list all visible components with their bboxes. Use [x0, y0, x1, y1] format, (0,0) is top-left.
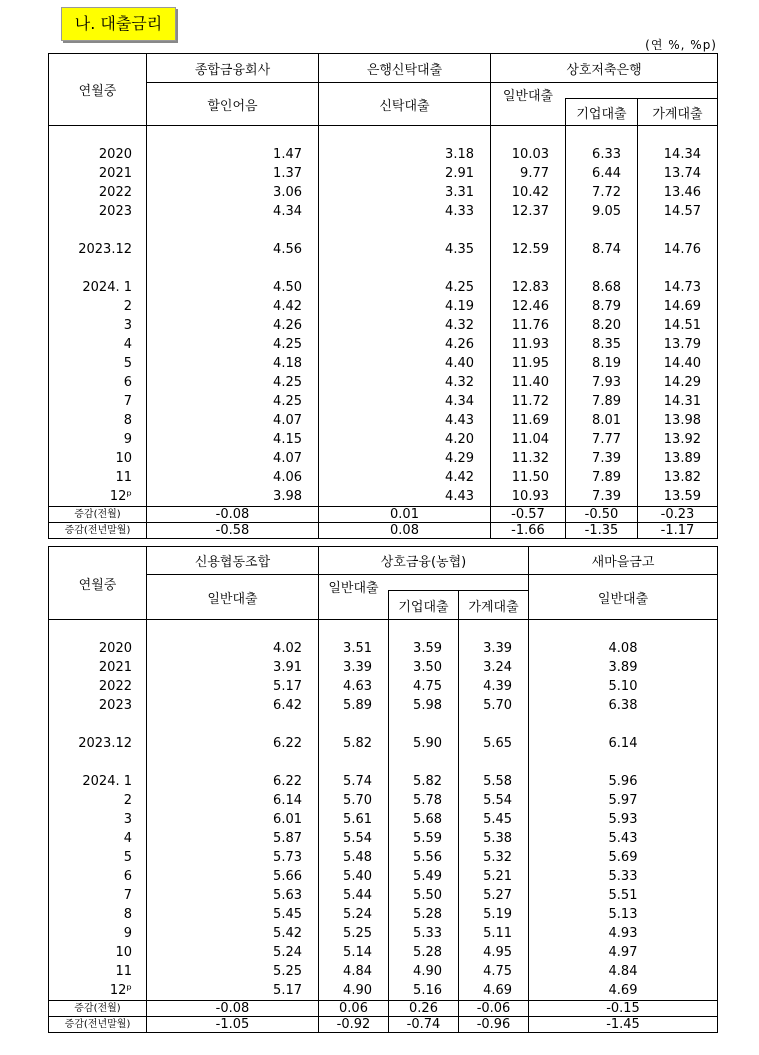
rate-cell: 6.33: [566, 145, 638, 164]
row-period-label: 12ᵖ: [49, 487, 147, 507]
rate-cell: 11.04: [491, 430, 566, 449]
rate-cell: 4.06: [147, 468, 319, 487]
rate-cell: 4.69: [529, 981, 718, 1001]
row-period-label: 2021: [49, 658, 147, 677]
row-period-label: 5: [49, 354, 147, 373]
rate-cell: 4.26: [319, 335, 491, 354]
rate-cell: 5.66: [147, 867, 319, 886]
rate-cell: 3.31: [319, 183, 491, 202]
rate-cell: 13.79: [638, 335, 718, 354]
loan-rate-table-2: [48, 546, 718, 1033]
row-period-label: 10: [49, 943, 147, 962]
section-title: 나. 대출금리: [61, 7, 176, 41]
change-label: 증감(전월): [49, 1001, 147, 1017]
rate-cell: 13.59: [638, 487, 718, 507]
table-row: [49, 867, 718, 886]
row-period-label: 2024. 1: [49, 772, 147, 791]
rate-cell: 7.89: [566, 392, 638, 411]
rate-cell: 5.69: [529, 848, 718, 867]
change-row: [49, 523, 718, 539]
change-row: [49, 1001, 718, 1017]
rate-cell: 5.59: [389, 829, 459, 848]
table-row: [49, 183, 718, 202]
rate-cell: 4.39: [459, 677, 529, 696]
rate-cell: 5.63: [147, 886, 319, 905]
rate-cell: 7.89: [566, 468, 638, 487]
row-period-label: 11: [49, 468, 147, 487]
rate-cell: 14.69: [638, 297, 718, 316]
row-period-label: 8: [49, 411, 147, 430]
header-period: 연월중: [49, 54, 147, 126]
rate-cell: 5.70: [459, 696, 529, 715]
header-savings-bank: 상호저축은행: [491, 54, 718, 83]
table-row: [49, 810, 718, 829]
rate-cell: 5.32: [459, 848, 529, 867]
rate-cell: 11.76: [491, 316, 566, 335]
change-label: 증감(전월): [49, 507, 147, 523]
rate-cell: 4.97: [529, 943, 718, 962]
rate-cell: 5.58: [459, 772, 529, 791]
rate-cell: 9.05: [566, 202, 638, 221]
rate-cell: 3.91: [147, 658, 319, 677]
rate-cell: 2.91: [319, 164, 491, 183]
rate-cell: 5.17: [147, 981, 319, 1001]
change-row: [49, 1017, 718, 1033]
rate-cell: 4.33: [319, 202, 491, 221]
rate-cell: 4.93: [529, 924, 718, 943]
rate-cell: 4.25: [319, 278, 491, 297]
header-nh-corporate: 기업대출: [389, 591, 459, 620]
rate-cell: 14.57: [638, 202, 718, 221]
rate-cell: 4.56: [147, 240, 319, 259]
rate-cell: 4.25: [147, 392, 319, 411]
change-cell: -0.96: [459, 1017, 529, 1033]
rate-cell: 8.79: [566, 297, 638, 316]
rate-cell: 4.29: [319, 449, 491, 468]
rate-cell: 11.50: [491, 468, 566, 487]
table-row: [49, 430, 718, 449]
rate-cell: 3.98: [147, 487, 319, 507]
rate-cell: 4.84: [529, 962, 718, 981]
rate-cell: 5.54: [459, 791, 529, 810]
row-period-label: 4: [49, 335, 147, 354]
rate-cell: 3.59: [389, 639, 459, 658]
row-period-label: 2021: [49, 164, 147, 183]
change-cell: -0.08: [147, 1001, 319, 1017]
row-period-label: 8: [49, 905, 147, 924]
rate-cell: 5.38: [459, 829, 529, 848]
rate-cell: 5.61: [319, 810, 389, 829]
rate-cell: 4.32: [319, 316, 491, 335]
rate-cell: 10.03: [491, 145, 566, 164]
rate-cell: 5.98: [389, 696, 459, 715]
table-row: [49, 373, 718, 392]
rate-cell: 4.07: [147, 449, 319, 468]
rate-cell: 5.28: [389, 943, 459, 962]
rate-cell: 8.20: [566, 316, 638, 335]
rate-cell: 13.82: [638, 468, 718, 487]
table-row: [49, 943, 718, 962]
change-cell: -0.08: [147, 507, 319, 523]
rate-cell: 14.34: [638, 145, 718, 164]
rate-cell: 4.02: [147, 639, 319, 658]
rate-cell: 6.14: [529, 734, 718, 753]
rate-cell: 14.31: [638, 392, 718, 411]
rate-cell: 5.78: [389, 791, 459, 810]
header-saemaul-general: 일반대출: [529, 575, 718, 620]
rate-cell: 4.34: [319, 392, 491, 411]
table-row: [49, 316, 718, 335]
table-row: [49, 924, 718, 943]
rate-cell: 4.95: [459, 943, 529, 962]
rate-cell: 3.50: [389, 658, 459, 677]
header-period: 연월중: [49, 547, 147, 620]
row-period-label: 2020: [49, 639, 147, 658]
rate-cell: 4.75: [459, 962, 529, 981]
row-period-label: 2: [49, 297, 147, 316]
header-nonghyup: 상호금융(농협): [319, 547, 529, 575]
table-row: [49, 449, 718, 468]
rate-cell: 5.25: [147, 962, 319, 981]
rate-cell: 4.50: [147, 278, 319, 297]
change-cell: -1.17: [638, 523, 718, 539]
rate-cell: 14.76: [638, 240, 718, 259]
row-period-label: 9: [49, 924, 147, 943]
unit-label: (연 %, %p): [645, 38, 717, 52]
rate-cell: 13.46: [638, 183, 718, 202]
rate-cell: 4.42: [319, 468, 491, 487]
rate-cell: 8.35: [566, 335, 638, 354]
table-row: [49, 962, 718, 981]
header-household-loans: 가계대출: [638, 99, 718, 126]
rate-cell: 11.32: [491, 449, 566, 468]
rate-cell: 5.54: [319, 829, 389, 848]
rate-cell: 5.56: [389, 848, 459, 867]
table-row: [49, 905, 718, 924]
rate-cell: 10.93: [491, 487, 566, 507]
rate-cell: 5.14: [319, 943, 389, 962]
rate-cell: 8.74: [566, 240, 638, 259]
rate-cell: 5.48: [319, 848, 389, 867]
rate-cell: 5.82: [389, 772, 459, 791]
table-1-rows: [49, 145, 718, 539]
rate-cell: 4.19: [319, 297, 491, 316]
rate-cell: 5.24: [147, 943, 319, 962]
rate-cell: 5.70: [319, 791, 389, 810]
rate-cell: 12.83: [491, 278, 566, 297]
change-cell: 0.26: [389, 1001, 459, 1017]
rate-cell: 14.29: [638, 373, 718, 392]
rate-cell: 5.93: [529, 810, 718, 829]
change-cell: -1.05: [147, 1017, 319, 1033]
row-period-label: 5: [49, 848, 147, 867]
rate-cell: 5.42: [147, 924, 319, 943]
row-period-label: 7: [49, 392, 147, 411]
rate-cell: 10.42: [491, 183, 566, 202]
rate-cell: 5.49: [389, 867, 459, 886]
rate-cell: 8.68: [566, 278, 638, 297]
rate-cell: 11.40: [491, 373, 566, 392]
rate-cell: 3.06: [147, 183, 319, 202]
row-period-label: 7: [49, 886, 147, 905]
rate-cell: 12.46: [491, 297, 566, 316]
rate-cell: 3.18: [319, 145, 491, 164]
loan-rate-table-1: [48, 53, 718, 539]
table-row: [49, 791, 718, 810]
change-label: 증감(전년말월): [49, 1017, 147, 1033]
change-cell: -0.58: [147, 523, 319, 539]
header-general-loans: 일반대출: [491, 83, 566, 126]
rate-cell: 3.51: [319, 639, 389, 658]
table-row: [49, 202, 718, 221]
rate-cell: 4.63: [319, 677, 389, 696]
row-period-label: 2: [49, 791, 147, 810]
row-period-label: 2020: [49, 145, 147, 164]
rate-cell: 13.89: [638, 449, 718, 468]
rate-cell: 13.74: [638, 164, 718, 183]
row-period-label: 4: [49, 829, 147, 848]
table-row: [49, 772, 718, 791]
rate-cell: 5.28: [389, 905, 459, 924]
row-period-label: 3: [49, 316, 147, 335]
table-row: [49, 829, 718, 848]
table-row: [49, 297, 718, 316]
rate-cell: 4.40: [319, 354, 491, 373]
table-row: [49, 354, 718, 373]
change-cell: -0.74: [389, 1017, 459, 1033]
table-row: [49, 696, 718, 715]
rate-cell: 7.39: [566, 487, 638, 507]
change-cell: -0.92: [319, 1017, 389, 1033]
rate-cell: 5.33: [529, 867, 718, 886]
change-cell: -0.06: [459, 1001, 529, 1017]
rate-cell: 5.87: [147, 829, 319, 848]
row-period-label: 6: [49, 373, 147, 392]
header-nh-household: 가계대출: [459, 591, 529, 620]
rate-cell: 6.42: [147, 696, 319, 715]
table-row: [49, 392, 718, 411]
rate-cell: 5.11: [459, 924, 529, 943]
rate-cell: 5.19: [459, 905, 529, 924]
row-period-label: 2022: [49, 677, 147, 696]
rate-cell: 5.73: [147, 848, 319, 867]
rate-cell: 8.19: [566, 354, 638, 373]
row-period-label: 2023.12: [49, 734, 147, 753]
row-period-label: 2024. 1: [49, 278, 147, 297]
change-cell: -0.23: [638, 507, 718, 523]
table-row: [49, 658, 718, 677]
rate-cell: 6.38: [529, 696, 718, 715]
rate-cell: 4.34: [147, 202, 319, 221]
rate-cell: 4.08: [529, 639, 718, 658]
rate-cell: 5.13: [529, 905, 718, 924]
table-row: [49, 240, 718, 259]
rate-cell: 4.26: [147, 316, 319, 335]
change-cell: 0.01: [319, 507, 491, 523]
rate-cell: 7.72: [566, 183, 638, 202]
row-period-label: 10: [49, 449, 147, 468]
header-nh-general: 일반대출: [319, 575, 389, 620]
table-row: [49, 677, 718, 696]
row-period-label: 2022: [49, 183, 147, 202]
rate-cell: 5.45: [459, 810, 529, 829]
rate-cell: 5.33: [389, 924, 459, 943]
rate-cell: 5.44: [319, 886, 389, 905]
header-corporate-loans: 기업대출: [566, 99, 638, 126]
rate-cell: 6.22: [147, 734, 319, 753]
rate-cell: 5.16: [389, 981, 459, 1001]
rate-cell: 5.90: [389, 734, 459, 753]
rate-cell: 5.10: [529, 677, 718, 696]
rate-cell: 5.27: [459, 886, 529, 905]
change-cell: -0.57: [491, 507, 566, 523]
rate-cell: 11.72: [491, 392, 566, 411]
change-cell: 0.08: [319, 523, 491, 539]
rate-cell: 11.69: [491, 411, 566, 430]
rate-cell: 5.45: [147, 905, 319, 924]
rate-cell: 6.14: [147, 791, 319, 810]
rate-cell: 14.51: [638, 316, 718, 335]
change-cell: -1.66: [491, 523, 566, 539]
table-row: [49, 848, 718, 867]
table-row: [49, 145, 718, 164]
rate-cell: 5.65: [459, 734, 529, 753]
rate-cell: 6.22: [147, 772, 319, 791]
table-row: [49, 886, 718, 905]
rate-cell: 5.24: [319, 905, 389, 924]
rate-cell: 4.84: [319, 962, 389, 981]
rate-cell: 8.01: [566, 411, 638, 430]
rate-cell: 4.25: [147, 373, 319, 392]
row-period-label: 2023: [49, 202, 147, 221]
rate-cell: 4.20: [319, 430, 491, 449]
header-bank-trust: 은행신탁대출: [319, 54, 491, 83]
table-row: [49, 981, 718, 1001]
table-row: [49, 335, 718, 354]
table-row: [49, 734, 718, 753]
rate-cell: 13.92: [638, 430, 718, 449]
rate-cell: 1.37: [147, 164, 319, 183]
rate-cell: 5.96: [529, 772, 718, 791]
rate-cell: 5.74: [319, 772, 389, 791]
rate-cell: 12.59: [491, 240, 566, 259]
table-row: [49, 278, 718, 297]
row-period-label: 2023: [49, 696, 147, 715]
rate-cell: 14.40: [638, 354, 718, 373]
rate-cell: 4.90: [389, 962, 459, 981]
header-credit-general: 일반대출: [147, 575, 319, 620]
table-row: [49, 487, 718, 507]
rate-cell: 5.25: [319, 924, 389, 943]
rate-cell: 6.01: [147, 810, 319, 829]
change-cell: -1.35: [566, 523, 638, 539]
rate-cell: 4.32: [319, 373, 491, 392]
row-period-label: 6: [49, 867, 147, 886]
rate-cell: 5.51: [529, 886, 718, 905]
change-cell: -0.50: [566, 507, 638, 523]
rate-cell: 1.47: [147, 145, 319, 164]
rate-cell: 13.98: [638, 411, 718, 430]
rate-cell: 3.24: [459, 658, 529, 677]
table-2-rows: [49, 639, 718, 1033]
rate-cell: 5.40: [319, 867, 389, 886]
rate-cell: 7.93: [566, 373, 638, 392]
rate-cell: 5.17: [147, 677, 319, 696]
rate-cell: 4.90: [319, 981, 389, 1001]
rate-cell: 4.42: [147, 297, 319, 316]
rate-cell: 7.39: [566, 449, 638, 468]
rate-cell: 6.44: [566, 164, 638, 183]
header-credit-union: 신용협동조합: [147, 547, 319, 575]
rate-cell: 9.77: [491, 164, 566, 183]
header-saemaul: 새마을금고: [529, 547, 718, 575]
row-period-label: 2023.12: [49, 240, 147, 259]
header-merchant-bank: 종합금융회사: [147, 54, 319, 83]
rate-cell: 11.93: [491, 335, 566, 354]
rate-cell: 5.89: [319, 696, 389, 715]
change-label: 증감(전년말월): [49, 523, 147, 539]
row-period-label: 3: [49, 810, 147, 829]
change-row: [49, 507, 718, 523]
change-cell: -0.15: [529, 1001, 718, 1017]
rate-cell: 4.07: [147, 411, 319, 430]
table-row: [49, 411, 718, 430]
rate-cell: 4.25: [147, 335, 319, 354]
rate-cell: 5.43: [529, 829, 718, 848]
rate-cell: 3.39: [319, 658, 389, 677]
rate-cell: 4.35: [319, 240, 491, 259]
row-period-label: 9: [49, 430, 147, 449]
row-period-label: 12ᵖ: [49, 981, 147, 1001]
rate-cell: 14.73: [638, 278, 718, 297]
rate-cell: 4.15: [147, 430, 319, 449]
rate-cell: 11.95: [491, 354, 566, 373]
rate-cell: 4.43: [319, 411, 491, 430]
rate-cell: 4.18: [147, 354, 319, 373]
rate-cell: 4.69: [459, 981, 529, 1001]
rate-cell: 5.50: [389, 886, 459, 905]
table-row: [49, 164, 718, 183]
rate-cell: 4.75: [389, 677, 459, 696]
row-period-label: 11: [49, 962, 147, 981]
rate-cell: 5.97: [529, 791, 718, 810]
change-cell: 0.06: [319, 1001, 389, 1017]
rate-cell: 5.82: [319, 734, 389, 753]
rate-cell: 5.21: [459, 867, 529, 886]
rate-cell: 7.77: [566, 430, 638, 449]
header-trust-loans: 신탁대출: [319, 83, 491, 126]
rate-cell: 3.39: [459, 639, 529, 658]
header-discount-bills: 할인어음: [147, 83, 319, 126]
rate-cell: 5.68: [389, 810, 459, 829]
table-row: [49, 468, 718, 487]
change-cell: -1.45: [529, 1017, 718, 1033]
rate-cell: 12.37: [491, 202, 566, 221]
rate-cell: 4.43: [319, 487, 491, 507]
rate-cell: 3.89: [529, 658, 718, 677]
table-row: [49, 639, 718, 658]
